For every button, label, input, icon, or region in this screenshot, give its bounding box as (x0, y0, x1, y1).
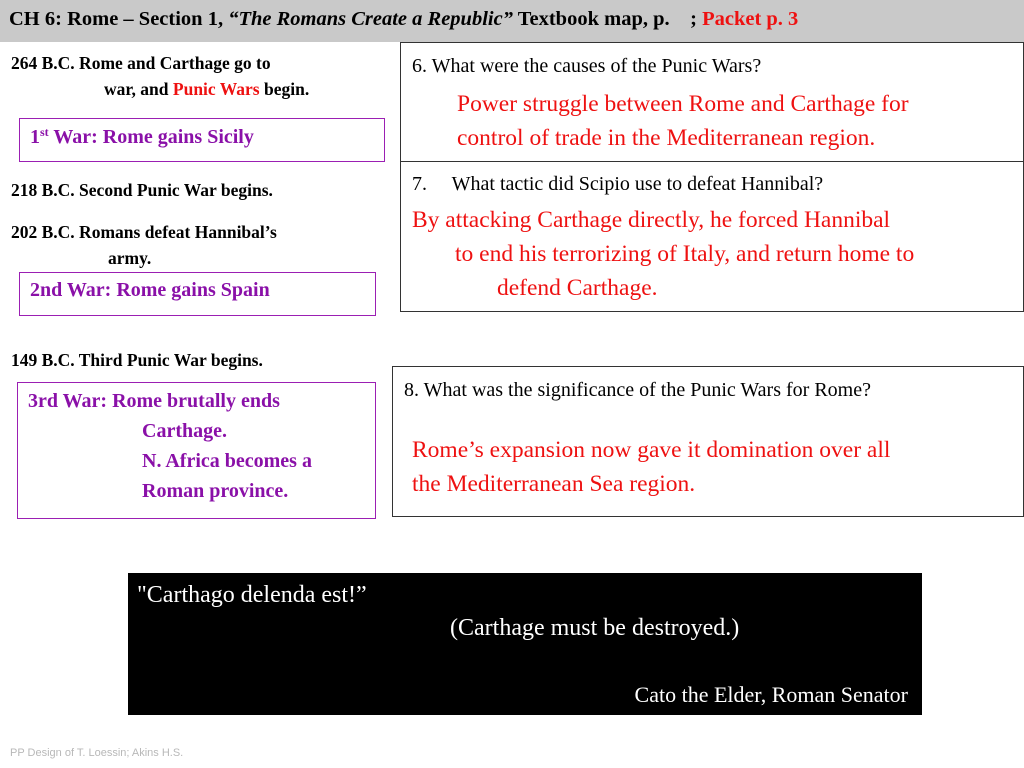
quote-latin: "Carthago delenda est!” (137, 582, 367, 608)
war-third-line2: Carthage. (142, 420, 227, 442)
title-textbook-ref: Textbook map, p. (517, 8, 670, 30)
timeline-149bc: 149 B.C. Third Punic War begins. (11, 350, 263, 370)
question-8: 8. What was the significance of the Punic Wars for Rome? (404, 379, 871, 401)
question-6: 6. What were the causes of the Punic Wars? (412, 55, 762, 77)
answer-7-line2: to end his terrorizing of Italy, and return home to (455, 241, 915, 267)
answer-8-line1: Rome’s expansion now gave it domination over all (412, 437, 891, 463)
timeline-202bc-line1: 202 B.C. Romans defeat Hannibal’s (11, 222, 277, 242)
timeline-202bc (11, 219, 277, 271)
war-box-first (19, 118, 385, 162)
cato-quote-box (128, 573, 922, 715)
timeline-264bc-line1: 264 B.C. Rome and Carthage go to (11, 53, 271, 73)
title-section-name: “The Romans Create a Republic” (228, 8, 513, 30)
timeline-202bc-line2: army. (108, 248, 152, 268)
question-7-text: What tactic did Scipio use to defeat Hannibal? (451, 173, 824, 195)
war-first-text: War: Rome gains Sicily (53, 126, 254, 148)
answer-7 (412, 203, 914, 305)
answer-8-line2: the Mediterranean Sea region. (412, 471, 696, 497)
question-box-6 (400, 42, 1024, 162)
answer-7-line3: defend Carthage. (497, 275, 658, 301)
quote-attribution: Cato the Elder, Roman Senator (634, 682, 908, 707)
question-box-8 (392, 366, 1024, 517)
timeline-264bc-pre: war, and (104, 79, 169, 99)
answer-8 (412, 433, 890, 501)
answer-7-line1: By attacking Carthage directly, he forced Hannibal (412, 207, 891, 233)
war-box-third (17, 382, 376, 519)
war-first-num: 1 (30, 126, 40, 148)
war-box-second: 2nd War: Rome gains Spain (19, 272, 376, 316)
answer-6-line1: Power struggle between Rome and Carthage for (457, 91, 909, 117)
title-separator: ; (690, 8, 697, 30)
answer-6-line2: control of trade in the Mediterranean region. (457, 125, 876, 151)
timeline-264bc (11, 50, 309, 102)
question-box-7 (400, 161, 1024, 312)
timeline-264bc-line2 (11, 76, 309, 102)
question-7-number: 7. (412, 173, 427, 195)
design-credit: PP Design of T. Loessin; Akins H.S. (10, 747, 184, 759)
answer-6 (457, 87, 909, 155)
timeline-264bc-post: begin. (263, 79, 310, 99)
title-packet-ref: Packet p. 3 (702, 8, 799, 30)
title-chapter: CH 6: Rome – Section 1, (9, 8, 224, 30)
quote-translation: (Carthage must be destroyed.) (450, 615, 740, 641)
question-7 (412, 172, 823, 196)
war-third-line1: 3rd War: Rome brutally ends (28, 390, 280, 412)
war-first-sup: st (40, 125, 49, 139)
war-third-line4: Roman province. (142, 480, 289, 502)
war-third-line3: N. Africa becomes a (142, 450, 312, 472)
timeline-218bc: 218 B.C. Second Punic War begins. (11, 180, 273, 200)
slide-title (0, 0, 1024, 42)
punic-wars-highlight: Punic Wars (172, 79, 260, 99)
